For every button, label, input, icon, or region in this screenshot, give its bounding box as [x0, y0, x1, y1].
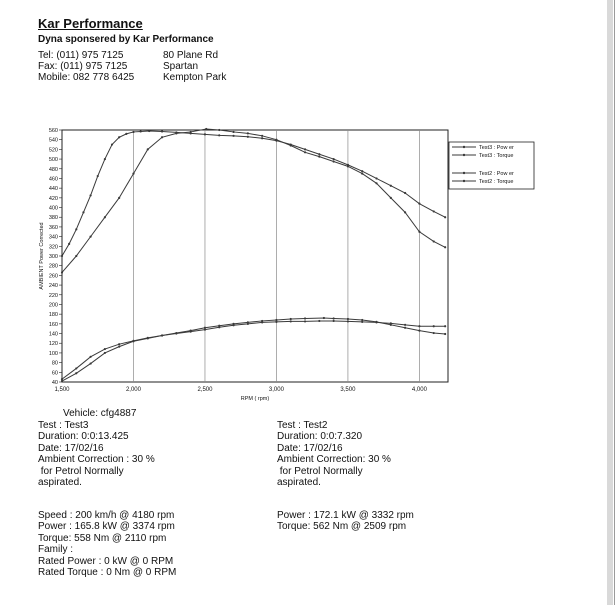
test2-power: Power : 172.1 kW @ 3332 rpm [277, 510, 414, 521]
legend-marker [463, 146, 465, 148]
data-point [232, 131, 234, 133]
test3-correction: Ambient Correction : 30 % [38, 454, 155, 466]
data-point [404, 192, 406, 194]
data-point [132, 340, 134, 342]
data-point [290, 318, 292, 320]
data-point [261, 135, 263, 137]
data-point [232, 135, 234, 137]
data-point [418, 203, 420, 205]
test3-power-line [62, 321, 445, 379]
data-point [290, 320, 292, 322]
data-point [89, 362, 91, 364]
address-street: 80 Plane Rd [163, 50, 219, 61]
data-point [375, 177, 377, 179]
data-point [190, 131, 192, 133]
data-point [118, 197, 120, 199]
y-tick-label: 440 [48, 186, 58, 193]
test3-rated-torque: Rated Torque : 0 Nm @ 0 RPM [38, 567, 177, 579]
data-point [140, 130, 142, 132]
x-tick-label: 3,000 [268, 387, 284, 393]
data-point [404, 324, 406, 326]
y-tick-label: 100 [48, 350, 58, 357]
data-point [433, 332, 435, 334]
legend-marker [463, 172, 465, 174]
data-point [333, 320, 335, 322]
data-point [333, 158, 335, 160]
test3-details [38, 420, 155, 488]
y-tick-label: 480 [48, 166, 58, 173]
data-point [418, 231, 420, 233]
data-point [433, 210, 435, 212]
y-tick-label: 220 [48, 292, 58, 299]
data-point [175, 332, 177, 334]
test3-speed: Speed : 200 km/h @ 4180 rpm [38, 510, 175, 521]
y-tick-label: 140 [48, 331, 58, 338]
test2-torque: Torque: 562 Nm @ 2509 rpm [277, 521, 407, 533]
data-point [61, 271, 63, 273]
data-point [161, 136, 163, 138]
test2-results [277, 510, 414, 533]
data-point [104, 348, 106, 350]
test3-date: Date: 17/02/16 [38, 442, 104, 454]
data-point [104, 352, 106, 354]
address-suburb: Spartan [163, 61, 199, 72]
test2-correction: Ambient Correction: 30 % [277, 454, 391, 466]
sponsor-line: Dyna sponsered by Kar Performance [38, 34, 214, 45]
x-tick-label: 1,500 [54, 387, 70, 393]
y-tick-label: 240 [48, 283, 58, 290]
data-point [361, 170, 363, 172]
y-tick-label: 500 [48, 157, 58, 164]
data-point [290, 144, 292, 146]
data-point [161, 130, 163, 132]
data-point [125, 133, 127, 135]
y-tick-label: 260 [48, 273, 58, 280]
data-point [89, 356, 91, 358]
legend-entry: Test3 : Torque [479, 153, 514, 159]
y-tick-label: 560 [48, 128, 58, 134]
test3-correction-note: for Petrol Normally [38, 465, 124, 477]
data-point [247, 136, 249, 138]
data-point [333, 160, 335, 162]
data-point [275, 321, 277, 323]
data-point [218, 129, 220, 131]
y-tick-label: 60 [51, 370, 58, 377]
y-tick-label: 180 [48, 312, 58, 319]
data-point [390, 324, 392, 326]
data-point [111, 143, 113, 145]
y-tick-label: 460 [48, 176, 58, 183]
y-tick-label: 400 [48, 205, 58, 212]
data-point [218, 134, 220, 136]
data-point [205, 128, 207, 130]
data-point [175, 132, 177, 134]
test2-duration: Duration: 0:0:7.320 [277, 431, 363, 443]
data-point [347, 318, 349, 320]
data-point [347, 320, 349, 322]
contact-tel: Tel: (011) 975 7125 [38, 50, 124, 61]
x-axis-title: RPM ( rpm) [240, 396, 270, 402]
data-point [118, 136, 120, 138]
data-point [261, 320, 263, 322]
test2-power-line [62, 318, 445, 381]
data-point [75, 228, 77, 230]
data-point [61, 255, 63, 257]
y-tick-label: 320 [48, 244, 58, 251]
test3-torque: Torque: 558 Nm @ 2110 rpm [38, 532, 167, 544]
data-point [444, 325, 446, 327]
data-point [433, 240, 435, 242]
data-point [161, 334, 163, 336]
y-tick-label: 520 [48, 147, 58, 154]
data-point [304, 148, 306, 150]
data-point [418, 325, 420, 327]
data-point [89, 194, 91, 196]
data-point [275, 139, 277, 141]
data-point [433, 325, 435, 327]
data-point [118, 343, 120, 345]
data-point [318, 153, 320, 155]
y-tick-label: 200 [48, 302, 58, 309]
test3-correction-note-2: aspirated. [38, 477, 82, 489]
data-point [361, 321, 363, 323]
y-tick-label: 280 [48, 263, 58, 270]
y-tick-label: 40 [51, 380, 58, 386]
y-tick-label: 360 [48, 224, 58, 231]
y-tick-label: 340 [48, 234, 58, 241]
data-point [147, 337, 149, 339]
data-point [89, 236, 91, 238]
data-point [132, 131, 134, 133]
test3-duration: Duration: 0:0:13.425 [38, 431, 129, 443]
test2-correction-note-2: aspirated. [277, 477, 321, 489]
data-point [361, 319, 363, 321]
data-point [190, 330, 192, 332]
data-point [304, 317, 306, 319]
legend-entry: Test2 : Pow er [479, 171, 514, 177]
test2-name: Test : Test2 [277, 420, 328, 431]
y-tick-label: 160 [48, 321, 58, 328]
data-point [204, 329, 206, 331]
y-tick-label: 380 [48, 215, 58, 222]
data-point [261, 137, 263, 139]
data-point [147, 148, 149, 150]
test2-details [277, 420, 391, 488]
data-point [404, 327, 406, 329]
test3-name: Test : Test3 [38, 420, 89, 431]
y-axis-title: AMBIENT Power Corrected [39, 222, 45, 290]
data-point [318, 156, 320, 158]
legend-entry: Test2 : Torque [479, 179, 514, 185]
data-point [361, 173, 363, 175]
x-tick-label: 2,500 [197, 387, 213, 393]
test2-correction-note: for Petrol Normally [277, 465, 363, 477]
data-point [375, 321, 377, 323]
x-tick-label: 3,500 [340, 387, 356, 393]
data-point [318, 320, 320, 322]
data-point [444, 216, 446, 218]
data-point [82, 211, 84, 213]
data-point [323, 317, 325, 319]
data-point [275, 319, 277, 321]
address-city: Kempton Park [163, 72, 227, 83]
legend-marker [463, 180, 465, 182]
data-point [375, 182, 377, 184]
contact-fax: Fax: (011) 975 7125 [38, 61, 128, 72]
y-tick-label: 420 [48, 195, 58, 202]
test3-family: Family : [38, 544, 73, 556]
data-point [118, 346, 120, 348]
data-point [97, 175, 99, 177]
test2-date: Date: 17/02/16 [277, 442, 343, 454]
data-point [333, 317, 335, 319]
data-point [247, 321, 249, 323]
data-point [404, 211, 406, 213]
data-point [247, 132, 249, 134]
legend-entry: Test3 : Pow er [479, 145, 514, 151]
data-point [304, 320, 306, 322]
data-point [390, 197, 392, 199]
test3-torque-line [62, 131, 445, 256]
y-tick-label: 80 [51, 360, 58, 367]
data-point [418, 330, 420, 332]
data-point [68, 243, 70, 245]
data-point [75, 367, 77, 369]
x-tick-label: 4,000 [411, 387, 427, 393]
data-point [75, 372, 77, 374]
data-point [304, 151, 306, 153]
data-point [132, 173, 134, 175]
contact-mobile: Mobile: 082 778 6425 [38, 72, 135, 83]
data-point [444, 333, 446, 335]
company-name: Kar Performance [38, 16, 143, 31]
data-point [61, 378, 63, 380]
data-point [218, 325, 220, 327]
test3-results [38, 510, 176, 578]
vehicle-label: Vehicle: cfg4887 [63, 408, 137, 419]
data-point [148, 130, 150, 132]
legend-marker [463, 154, 465, 156]
test3-rated-power: Rated Power : 0 kW @ 0 RPM [38, 555, 174, 567]
y-tick-label: 120 [48, 341, 58, 348]
data-point [347, 165, 349, 167]
data-point [390, 185, 392, 187]
data-point [204, 133, 206, 135]
data-point [232, 323, 234, 325]
data-point [104, 158, 106, 160]
data-point [75, 255, 77, 257]
test2-torque-line [62, 129, 445, 272]
data-point [204, 327, 206, 329]
data-point [444, 246, 446, 248]
y-tick-label: 300 [48, 254, 58, 260]
x-tick-label: 2,000 [125, 387, 141, 393]
test3-power: Power : 165.8 kW @ 3374 rpm [38, 521, 175, 533]
data-point [61, 380, 63, 382]
y-tick-label: 540 [48, 137, 58, 144]
data-point [104, 216, 106, 218]
